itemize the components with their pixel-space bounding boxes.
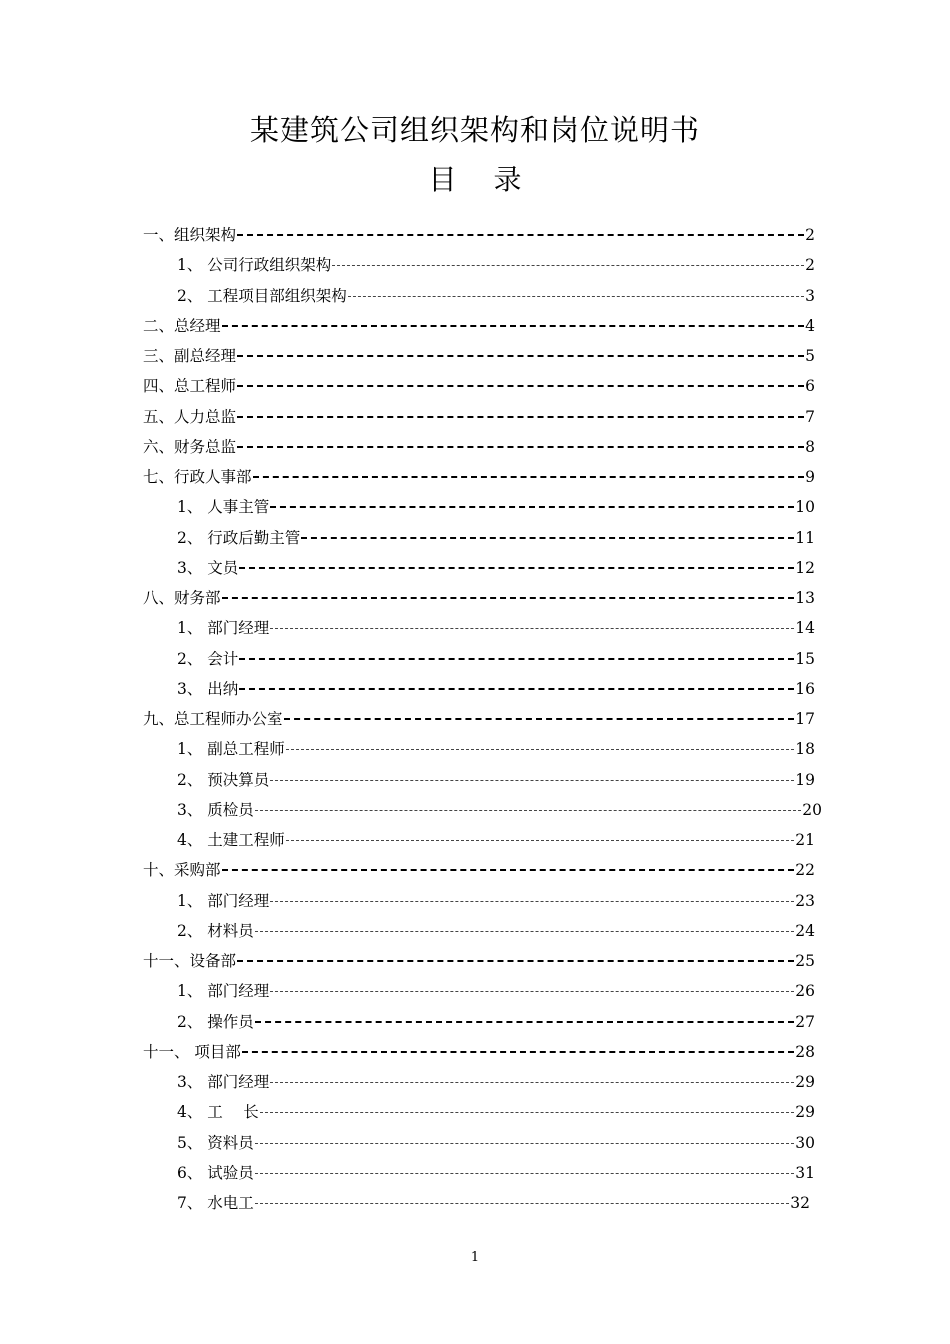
toc-entry[interactable] [143,432,815,462]
toc-entry-label: 5、 资料员 [177,1133,254,1152]
toc-entry[interactable] [177,1007,815,1037]
toc-entry-label: 1、 公司行政组织架构 [177,256,332,275]
toc-entry-page: 23 [795,891,815,910]
toc-leader-dots [239,686,794,690]
toc-leader-dots [222,323,805,327]
toc-entry-page: 16 [795,679,815,698]
toc-leader-dots [255,1141,794,1144]
toc-leader-dots [255,1019,794,1023]
toc-entry-label: 八、财务部 [143,589,221,607]
toc-leader-dots [239,565,794,569]
toc-entry-label: 2、 行政后勤主管 [177,528,301,547]
toc-entry-label: 十、采购部 [143,861,221,880]
toc-entry[interactable] [143,311,815,341]
toc-entry-label: 2、 预决算员 [177,770,270,789]
toc-entry[interactable] [143,341,815,371]
toc-entry[interactable] [177,674,815,704]
toc-leader-dots [237,414,804,418]
toc-entry-page: 8 [805,437,815,456]
toc-entry-label: 四、总工程师 [143,377,237,396]
toc-entry[interactable] [177,886,815,916]
toc-entry[interactable] [177,250,815,280]
toc-entry-page: 28 [795,1042,815,1061]
toc-leader-dots [255,1171,794,1174]
toc-entry-label: 1、 人事主管 [177,498,270,517]
toc-leader-dots [286,747,794,750]
toc-leader-dots [237,353,804,357]
toc-entry[interactable] [143,583,815,613]
toc-entry-page: 6 [805,377,815,396]
toc-entry-page: 7 [805,407,815,426]
toc-entry-label: 六、财务总监 [143,437,237,456]
toc-entry-page: 19 [795,770,815,789]
toc-entry[interactable] [177,492,815,522]
toc-entry-label: 3、 部门经理 [177,1073,270,1091]
toc-entry[interactable] [177,1158,815,1188]
toc-entry-page: 12 [795,558,815,577]
toc-entry[interactable] [143,855,815,885]
toc-leader-dots [286,838,794,841]
toc-entry-label: 2、 会计 [177,649,239,668]
toc-entry-page: 5 [805,347,815,365]
toc-entry-label: 1、 副总工程师 [177,740,285,759]
toc-entry-page: 20 [802,800,822,819]
toc-entry-label: 3、 出纳 [177,679,239,698]
toc-entry-page: 29 [795,1073,815,1091]
toc-leader-dots [270,626,794,629]
toc-entry-label: 7、 水电工 [177,1194,254,1212]
toc-leader-dots [270,1080,794,1083]
toc-leader-dots [237,383,804,387]
page-number: 1 [470,1250,480,1265]
toc-entry[interactable] [143,462,815,492]
toc-entry[interactable] [177,1188,810,1218]
toc-entry[interactable] [177,734,815,764]
toc-leader-dots [270,989,794,992]
toc-heading: 目 录 [428,163,536,196]
toc-entry-page: 13 [795,589,815,607]
toc-entry-label: 1、 部门经理 [177,891,270,910]
toc-entry-page: 32 [790,1194,810,1212]
toc-entry-page: 29 [795,1103,815,1122]
toc-leader-dots [237,444,804,448]
toc-leader-dots [239,656,794,660]
toc-entry-page: 3 [805,286,815,305]
toc-entry[interactable] [177,281,815,311]
toc-entry-page: 24 [795,921,815,940]
toc-entry-label: 3、 文员 [177,558,239,577]
toc-entry-page: 2 [805,226,815,244]
toc-entry-label: 4、 工 长 [177,1103,259,1122]
toc-entry[interactable] [177,1067,815,1097]
toc-entry[interactable] [177,523,815,553]
toc-entry-label: 五、人力总监 [143,407,237,426]
toc-leader-dots [301,535,794,539]
toc-entry-page: 27 [795,1012,815,1031]
toc-entry-page: 4 [805,316,815,335]
toc-entry-page: 2 [805,256,815,275]
toc-entry[interactable] [143,704,815,734]
toc-entry-label: 三、副总经理 [143,347,237,365]
toc-entry-label: 十一、设备部 [143,952,237,970]
toc-entry[interactable] [177,1097,815,1127]
toc-leader-dots [260,1110,795,1113]
toc-entry[interactable] [177,613,815,643]
toc-entry-label: 九、总工程师办公室 [143,710,283,728]
toc-entry-label: 6、 试验员 [177,1163,254,1182]
toc-leader-dots [222,867,795,871]
toc-entry-page: 30 [795,1133,815,1152]
toc-entry[interactable] [143,220,815,250]
toc-leader-dots [255,929,794,932]
toc-entry-label: 4、 土建工程师 [177,831,285,849]
toc-entry-label: 一、组织架构 [143,226,237,244]
toc-leader-dots [270,899,794,902]
toc-entry-page: 15 [795,649,815,668]
toc-leader-dots [253,474,805,478]
toc-entry-label: 七、行政人事部 [143,468,252,486]
toc-entry[interactable] [143,402,815,432]
toc-leader-dots [255,1201,789,1204]
toc-entry-page: 25 [795,952,815,970]
toc-entry[interactable] [177,765,815,795]
toc-entry-label: 1、 部门经理 [177,982,270,1001]
toc-entry[interactable] [177,1128,815,1158]
toc-entry-label: 3、 质检员 [177,800,254,819]
toc-entry-label: 十一、 项目部 [143,1042,241,1061]
toc-leader-dots [332,263,804,266]
toc-entry-label: 2、 工程项目部组织架构 [177,286,347,305]
toc-entry-page: 22 [795,861,815,880]
toc-entry-page: 9 [805,468,815,486]
toc-entry-page: 18 [795,740,815,759]
toc-entry-page: 21 [795,831,815,849]
toc-entry-page: 26 [795,982,815,1001]
toc-entry-page: 11 [795,528,815,547]
toc-leader-dots [242,1049,794,1053]
toc-entry[interactable] [177,825,815,855]
toc-entry-page: 14 [795,619,815,638]
toc-entry[interactable] [143,1037,815,1067]
toc-entry[interactable] [177,976,815,1006]
document-title: 某建筑公司组织架构和岗位说明书 [249,113,700,147]
toc-entry[interactable] [143,946,815,976]
toc-leader-dots [284,716,795,720]
toc-entry[interactable] [143,371,815,401]
toc-entry[interactable] [177,916,815,946]
toc-entry[interactable] [177,553,815,583]
toc-entry-page: 31 [795,1163,815,1182]
toc-entry-page: 17 [795,710,815,728]
toc-leader-dots [348,294,804,297]
toc-leader-dots [237,958,794,962]
toc-leader-dots [237,232,804,236]
toc-entry-label: 2、 操作员 [177,1012,254,1031]
toc-leader-dots [222,595,795,599]
toc-entry[interactable] [177,644,815,674]
toc-entry-page: 10 [795,498,815,517]
toc-leader-dots [255,808,801,811]
toc-leader-dots [270,778,794,781]
toc-entry[interactable] [177,795,822,825]
toc-entry-label: 2、 材料员 [177,921,254,940]
toc-entry-label: 二、总经理 [143,316,221,335]
toc-entry-label: 1、 部门经理 [177,619,270,638]
toc-leader-dots [270,504,794,508]
